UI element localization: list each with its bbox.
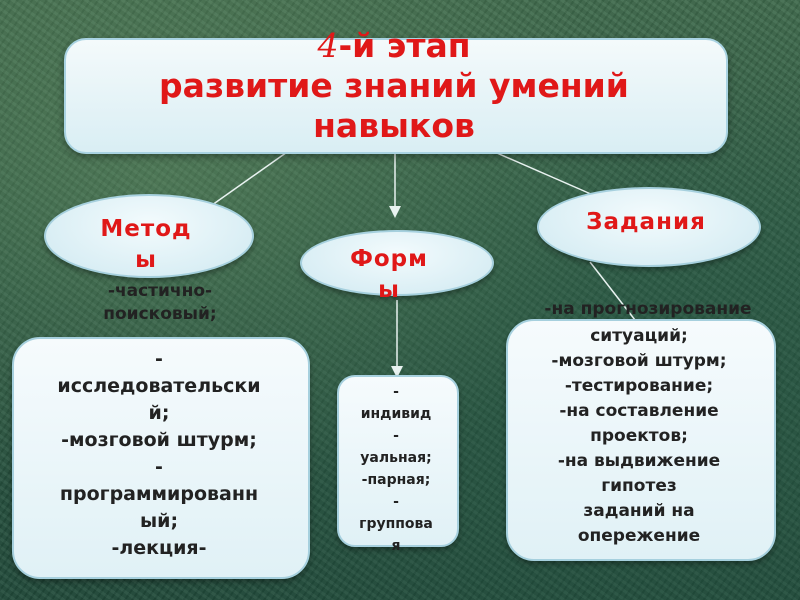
- methods-list-overflow: -частично- поисковый;: [103, 281, 217, 324]
- forms-label: Формы: [350, 246, 428, 303]
- arrow-to-tasks: [490, 150, 600, 198]
- methods-label: Методы: [100, 216, 192, 273]
- stage-number: 4: [317, 26, 339, 65]
- tasks-list-overflow: -на прогнозирование: [544, 299, 752, 319]
- arrow-to-methods: [205, 150, 290, 210]
- forms-list: - индивид - уальная; -парная; - группова я: [359, 384, 433, 554]
- title-line-2: развитие знаний умений: [159, 66, 629, 105]
- stage-suffix: -й этап: [338, 26, 471, 65]
- tasks-list: ситуаций; -мозговой штурм; -тестирование; -на составление проектов; -на выдвижение гипотез заданий на опережение: [551, 326, 727, 546]
- stage-title: [64, 26, 724, 146]
- title-line-1: [64, 26, 724, 66]
- tasks-label: Задания: [586, 209, 706, 235]
- methods-list: - исследовательски й; -мозговой штурм; - программированн ый; -лекция-: [57, 348, 261, 559]
- title-line-3: навыков: [313, 106, 475, 145]
